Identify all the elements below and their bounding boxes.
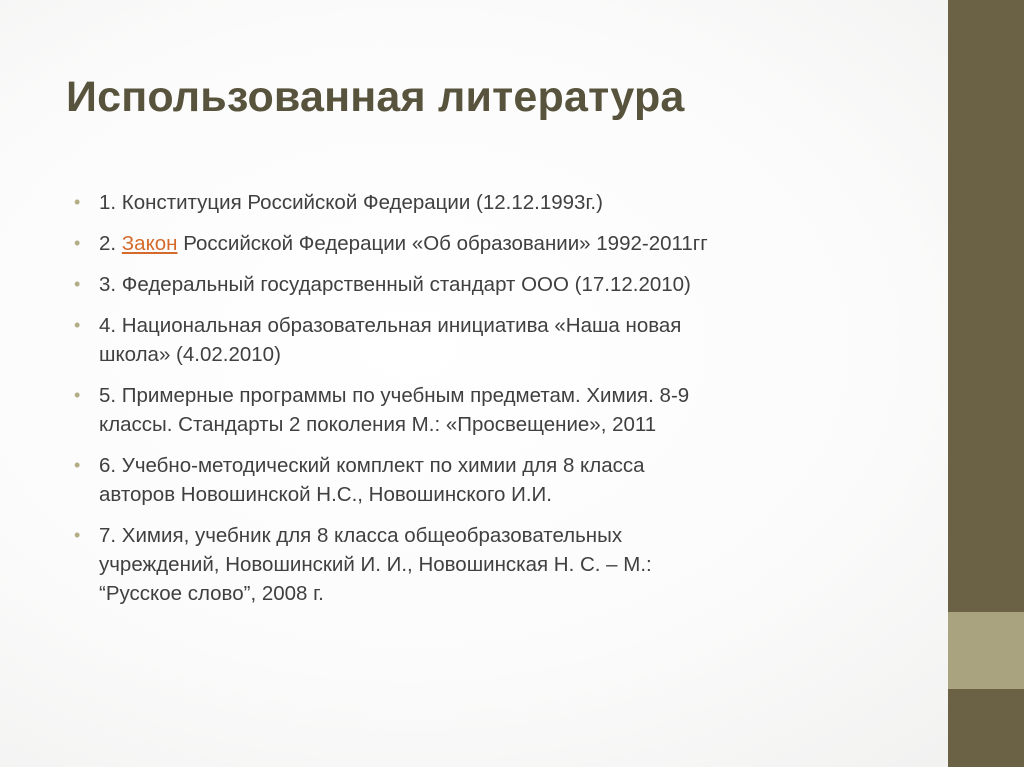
- item-line: 6. Учебно-методический комплект по химии для 8 класса: [99, 454, 645, 477]
- bibliography-item-1: [74, 188, 934, 217]
- item-line: 4. Национальная образовательная инициатива «Наша новая: [99, 314, 682, 337]
- item-line: 3. Федеральный государственный стандарт ООО (17.12.2010): [99, 273, 691, 296]
- item-line: 7. Химия, учебник для 8 класса общеобразовательных: [99, 524, 623, 547]
- item-line: учреждений, Новошинский И. И., Новошинская Н. С. – М.:: [99, 553, 652, 576]
- item-line: 1. Конституция Российской Федерации (12.12.1993г.): [99, 191, 603, 214]
- item-prefix: 2.: [99, 232, 122, 255]
- bullet-icon: •: [74, 192, 81, 212]
- bullet-icon: •: [74, 455, 81, 475]
- bibliography-list: [74, 188, 934, 620]
- item-line: школа» (4.02.2010): [99, 343, 281, 366]
- item-suffix: Российской Федерации «Об образовании» 1992-2011гг: [177, 232, 708, 255]
- item-line: 5. Примерные программы по учебным предметам. Химия. 8-9: [99, 384, 690, 407]
- bibliography-item-5: [74, 381, 934, 439]
- slide-title: Использованная литература: [66, 73, 685, 121]
- bullet-icon: •: [74, 274, 81, 294]
- item-line: “Русское слово”, 2008 г.: [99, 582, 324, 605]
- item-line: авторов Новошинской Н.С., Новошинского И.И.: [99, 483, 552, 506]
- bibliography-item-4: [74, 311, 934, 369]
- item-line: классы. Стандарты 2 поколения М.: «Просвещение», 2011: [99, 413, 657, 436]
- item-line: [99, 229, 934, 258]
- law-link[interactable]: Закон: [121, 232, 178, 255]
- bullet-icon: •: [74, 315, 81, 335]
- bibliography-item-6: [74, 451, 934, 509]
- bullet-icon: •: [74, 385, 81, 405]
- bullet-icon: •: [74, 233, 81, 253]
- bibliography-item-3: [74, 270, 934, 299]
- bibliography-item-2: [74, 229, 934, 258]
- decorative-sidebar-accent: [948, 612, 1024, 689]
- bibliography-item-7: [74, 521, 934, 608]
- bullet-icon: •: [74, 525, 81, 545]
